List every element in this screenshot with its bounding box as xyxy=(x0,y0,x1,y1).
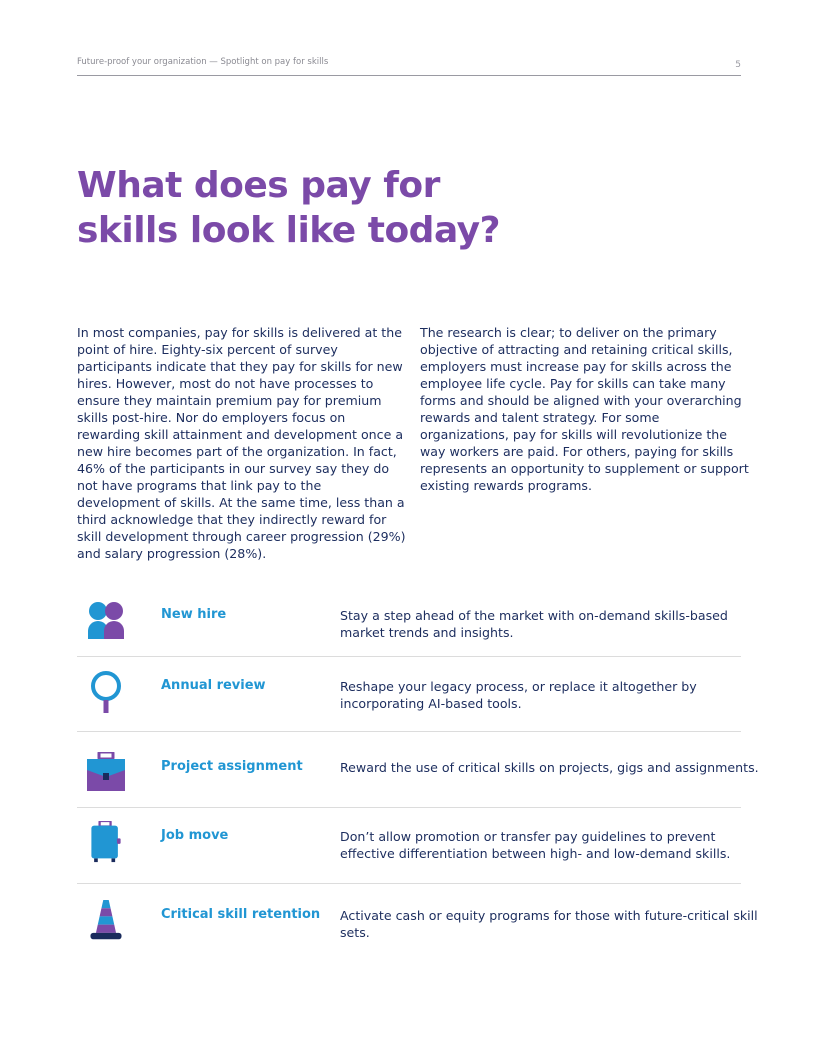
suitcase-icon xyxy=(85,821,127,863)
stage-row-project-assignment xyxy=(77,752,759,808)
stage-label: Annual review xyxy=(161,678,266,693)
body-paragraph-left: In most companies, pay for skills is delivered at the point of hire. Eighty-six percent of survey participants indicate that they pay for skills for new hires. However, most do not have processes to ensure they maintain premium pay for premium skills post-hire. Nor do employers focus on rewarding skill attainment and development once a new hire becomes part of the organization. In fact, 46% of the participants in our survey say they do not have programs that link pay to the development of skills. At the same time, less than a third acknowledge that they indirectly reward for skill development through career progression (29%) and salary progression (28%). xyxy=(77,325,406,561)
page-header xyxy=(77,56,741,76)
header-title: Future-proof your organization — Spotlight on pay for skills xyxy=(77,57,329,67)
stage-row-job-move xyxy=(77,821,741,884)
page-number: 5 xyxy=(735,60,741,70)
stage-label: Critical skill retention xyxy=(161,907,321,922)
stage-row-new-hire xyxy=(77,600,741,657)
cone-icon xyxy=(85,900,127,942)
stage-label: New hire xyxy=(161,607,227,622)
stage-description: Reward the use of critical skills on projects, gigs and assignments. xyxy=(340,760,759,775)
stage-row-annual-review xyxy=(77,671,741,732)
stage-description: Don’t allow promotion or transfer pay guidelines to prevent effective differentiation between high- and low-demand skills. xyxy=(340,829,731,861)
stage-description: Stay a step ahead of the market with on-demand skills-based market trends and insights. xyxy=(340,608,728,640)
stage-description: Reshape your legacy process, or replace it altogether by incorporating AI-based tools. xyxy=(340,679,697,711)
page-title-line-1: What does pay for xyxy=(77,165,440,206)
stage-label: Job move xyxy=(161,828,229,843)
body-paragraph-right: The research is clear; to deliver on the primary objective of attracting and retaining critical skills, employers must increase pay for skills across the employee life cycle. Pay for skills can take many forms and should be aligned with your overarching rewards and talent strategy. For some organizations, pay for skills will revolutionize the way workers are paid. For others, paying for skills represents an opportunity to supplement or support existing rewards programs. xyxy=(420,325,749,493)
briefcase-icon xyxy=(85,752,127,794)
page-title xyxy=(77,163,597,253)
people-icon xyxy=(85,600,127,642)
stage-description: Activate cash or equity programs for those with future-critical skill sets. xyxy=(340,908,758,940)
stage-row-critical-skill-retention xyxy=(77,900,758,948)
magnifier-icon xyxy=(85,671,127,713)
page-title-line-2: skills look like today? xyxy=(77,210,500,251)
stage-label: Project assignment xyxy=(161,759,303,774)
